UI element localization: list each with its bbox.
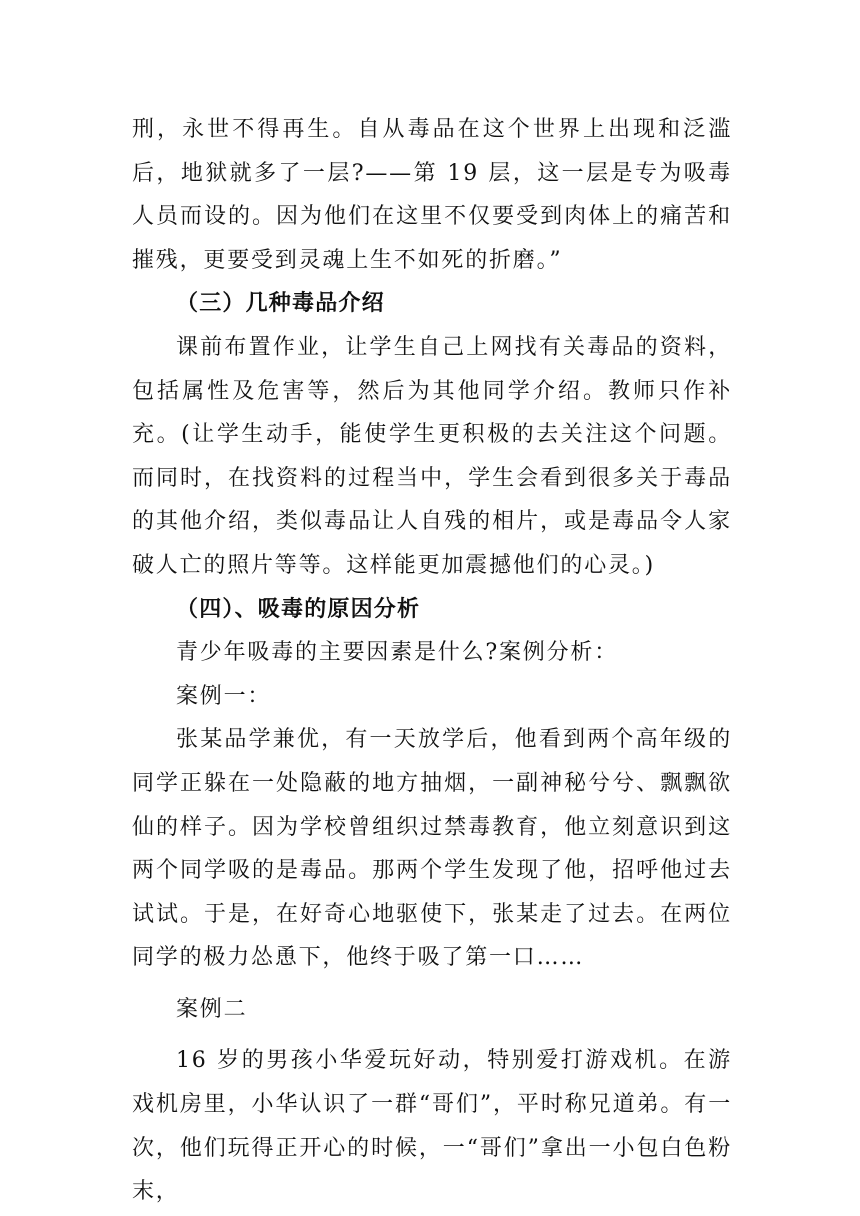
paragraph-homework: 课前布置作业，让学生自己上网找有关毒品的资料，包括属性及危害等，然后为其他同学介绍。教师只作补充。(让学生动手，能使学生更积极的去关注这个问题。而同时，在找资料的过程当中，学生会看到很多关于毒品的其他介绍，类似毒品让人自残的相片，或是毒品令人家破人亡的照片等等。这样能更加震撼他们的心灵。) [132,334,732,578]
paragraph-continued: 刑，永世不得再生。自从毒品在这个世界上出现和泛滥后，地狱就多了一层?——第 19 层，这一层是专为吸毒人员而设的。因为他们在这里不仅要受到肉体上的痛苦和摧残，更要受到灵魂上生不如死的折磨。” [132,117,732,273]
question-line: 青少年吸毒的主要因素是什么?案例分析： [176,640,618,666]
section-heading-3: （三）几种毒品介绍 [176,291,385,317]
case1-text: 张某品学兼优，有一天放学后，他看到两个高年级的同学正躲在一处隐蔽的地方抽烟，一副神秘兮兮、飘飘欲仙的样子。因为学校曾组织过禁毒教育，他立刻意识到这两个同学吸的是毒品。那两个学生发现了他，招呼他过去试试。于是，在好奇心地驱使下，张某走了过去。在两位同学的极力怂恿下，他终于吸了第一口…… [132,727,732,971]
section-heading-4: （四）、吸毒的原因分析 [176,596,421,622]
case2-text: 16 岁的男孩小华爱玩好动，特别爱打游戏机。在游戏机房里，小华认识了一群“哥们”，平时称兄道弟。有一次，他们玩得正开心的时候，一“哥们”拿出一小包白色粉末， [132,1048,732,1205]
case1-title: 案例一： [176,683,272,709]
document-body [132,108,732,1214]
case2-title: 案例二 [176,996,248,1022]
